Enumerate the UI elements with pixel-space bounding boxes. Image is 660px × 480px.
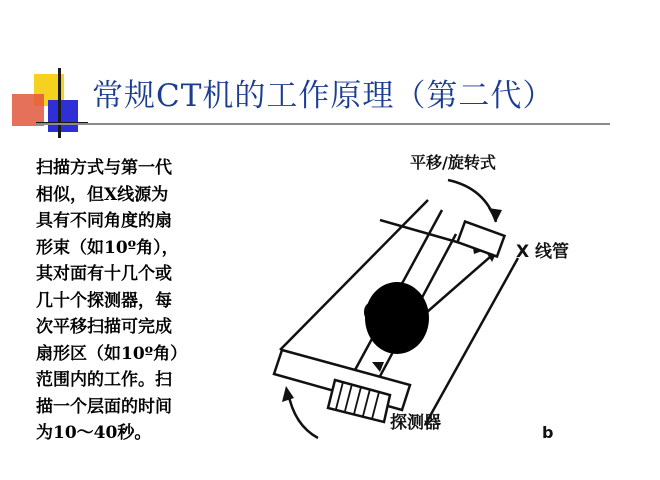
xray-tube-label: X 线管 — [516, 242, 570, 262]
body-line: 相似，但X线源为 — [36, 184, 169, 205]
rotation-arrow-top — [448, 180, 496, 222]
body-line: 范围内的工作。扫 — [36, 370, 172, 390]
body-line: 几十个探测器，每 — [36, 290, 172, 311]
patient-head — [365, 282, 429, 354]
body-line: 次平移扫描可完成 — [36, 317, 172, 337]
body-line: 形束（如10º角）， — [36, 237, 179, 258]
ct-scan-diagram — [260, 140, 620, 450]
detector-label: 探测器 — [390, 413, 441, 433]
logo-vertical-bar — [58, 68, 61, 138]
rotation-arrowhead-bottom — [282, 386, 294, 402]
slide-logo — [0, 0, 90, 140]
logo-red-square — [12, 94, 44, 126]
slide-title: 常规CT机的工作原理（第二代） — [92, 78, 555, 114]
panel-letter: b — [542, 423, 554, 442]
xray-tube-box — [458, 221, 505, 256]
body-line: 扫描方式与第一代 — [36, 158, 172, 178]
title-divider — [36, 123, 610, 125]
body-line: 扇形区（如10º角） — [36, 343, 188, 364]
body-line: 描一个层面的时间 — [36, 396, 172, 417]
logo-blue-square — [48, 100, 78, 132]
patient-nose — [364, 303, 376, 321]
rotation-arrow-bottom — [288, 392, 318, 438]
body-line: 为10～40秒。 — [36, 423, 152, 443]
body-paragraph — [36, 155, 236, 447]
beam-edge-right — [425, 258, 518, 425]
rotation-arrowhead-top — [488, 208, 502, 222]
body-line: 其对面有十几个或 — [36, 264, 172, 284]
mode-label: 平移/旋转式 — [410, 153, 496, 172]
body-line: 具有不同角度的扇 — [36, 211, 172, 231]
